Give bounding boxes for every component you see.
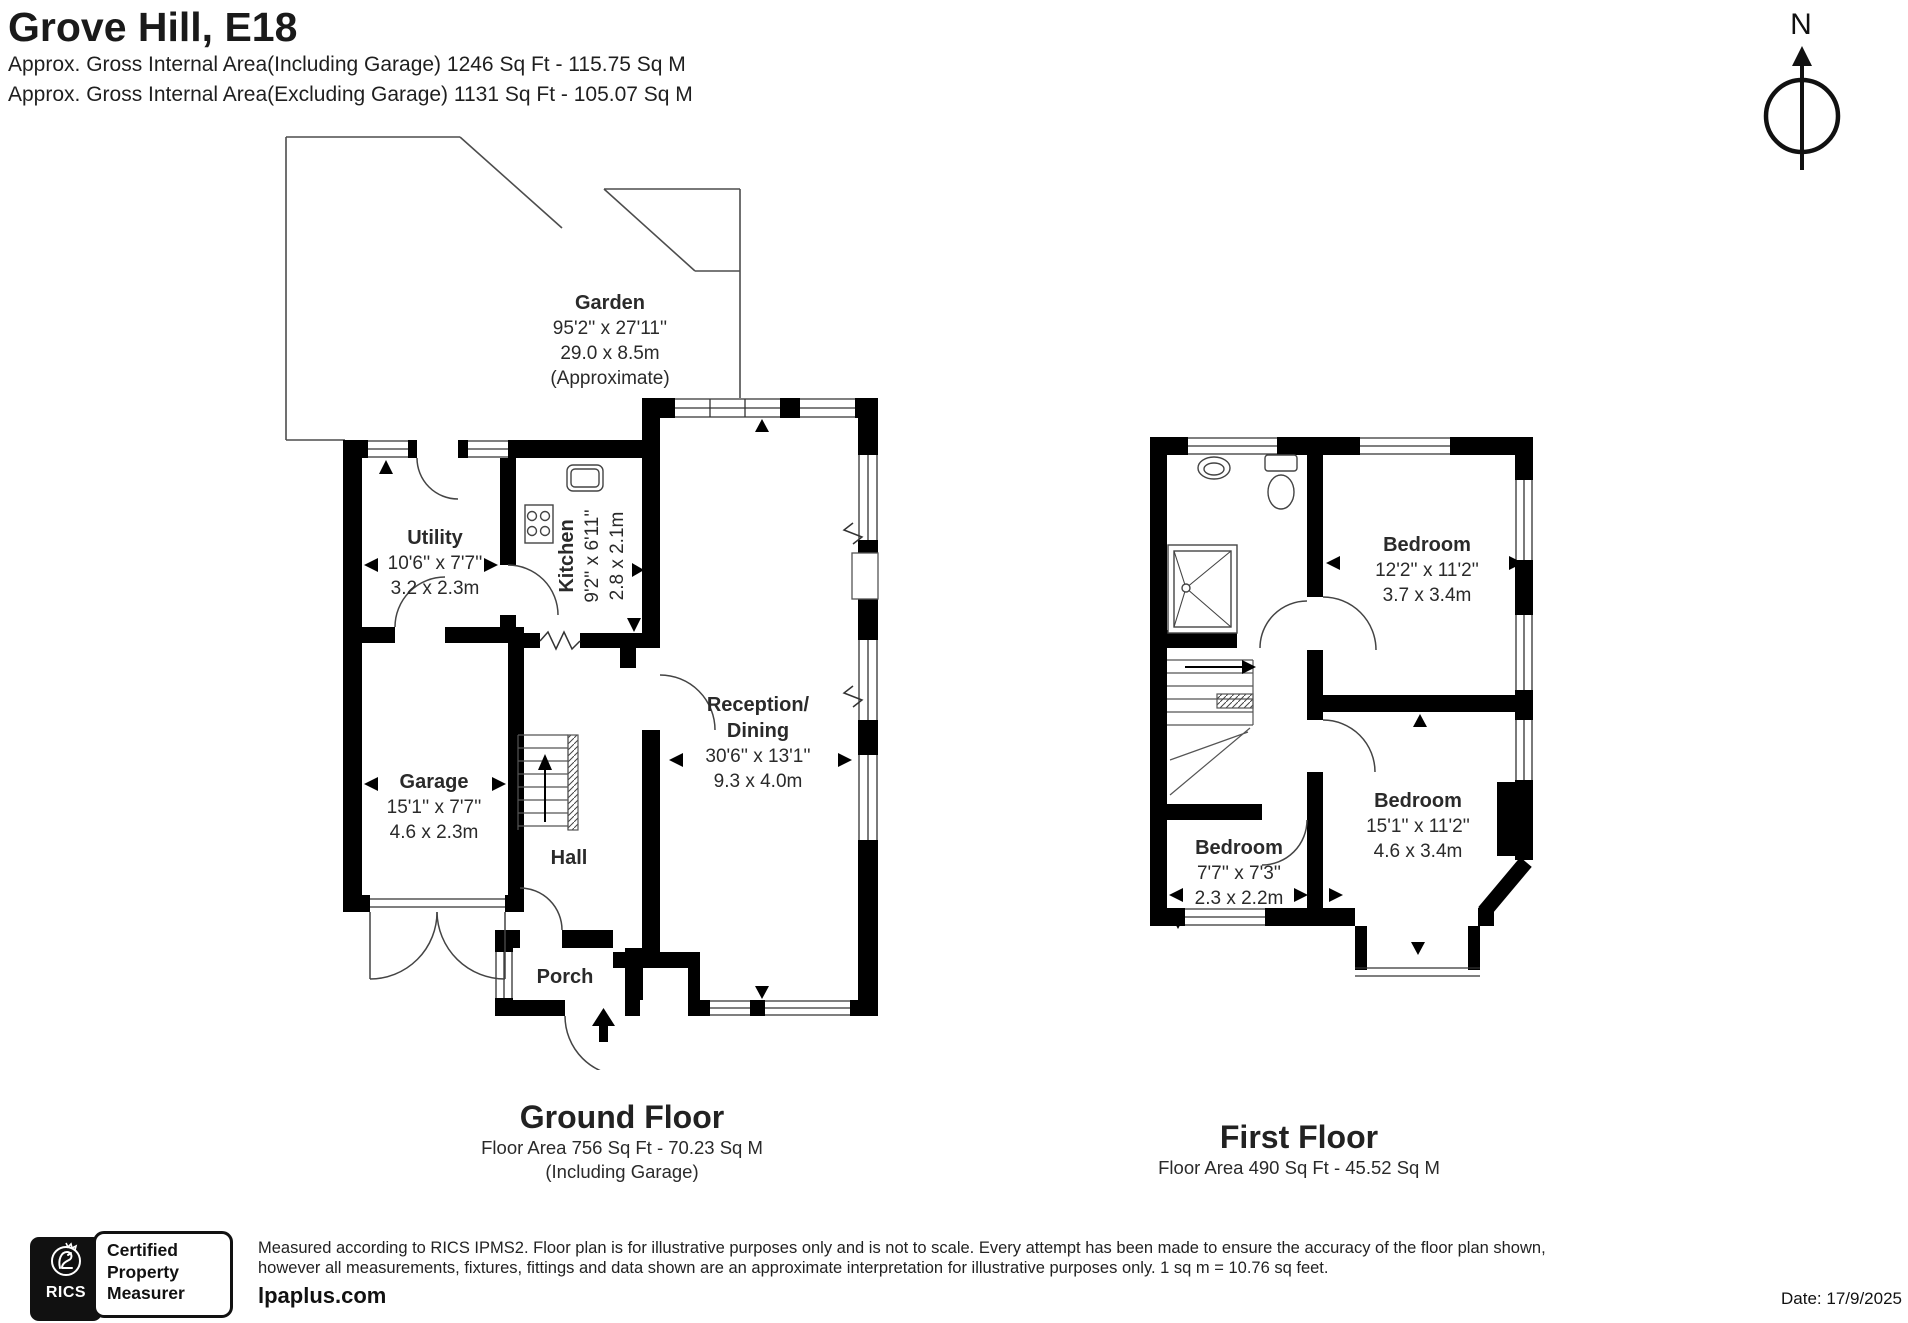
- rics-wordmark: RICS: [45, 1284, 87, 1301]
- first-floor-plan: [1130, 420, 1550, 990]
- stairs-direction-arrow: [1185, 660, 1256, 674]
- toilet-icon: [1265, 455, 1297, 509]
- shower-icon: [1168, 545, 1237, 633]
- reception-imperial: 30'6'' x 13'1'': [705, 746, 811, 767]
- room-label-porch: [537, 964, 594, 990]
- garage-imperial: 15'1'' x 7'7'': [386, 797, 482, 818]
- stairs-up-arrow: [538, 754, 552, 822]
- garden-note: (Approximate): [550, 368, 670, 389]
- disclaimer-line1: Measured according to RICS IPMS2. Floor plan is for illustrative purposes only and is not to scale. Every attempt has been made to ensure the accuracy of the floor plan shown,: [258, 1239, 1546, 1257]
- bedroom3-imperial: 7'7'' x 7'3'': [1196, 863, 1282, 884]
- bedroom1-name: Bedroom: [1383, 534, 1471, 556]
- first-floor-caption: [1158, 1118, 1440, 1180]
- first-floor-area: Floor Area 490 Sq Ft - 45.52 Sq M: [1158, 1157, 1440, 1178]
- area-excluding-garage: Approx. Gross Internal Area(Excluding Garage) 1131 Sq Ft - 105.07 Sq M: [8, 83, 693, 106]
- bedroom3-metric: 2.3 x 2.2m: [1194, 888, 1284, 909]
- page-title: Grove Hill, E18: [8, 4, 298, 50]
- reception-name-line2: Dining: [726, 720, 790, 742]
- garden-name: Garden: [574, 292, 646, 314]
- kitchen-metric: 2.8 x 2.1m: [607, 511, 628, 601]
- bedroom2-metric: 4.6 x 3.4m: [1373, 841, 1463, 862]
- hob-icon: [525, 505, 553, 543]
- kitchen-name: Kitchen: [556, 519, 578, 593]
- disclaimer-line2: however all measurements, fixtures, fittings and data shown are an approximate interpretation for illustrative purposes only. 1 sq m = 10.76 sq feet.: [258, 1259, 1329, 1277]
- chimney-niche: [852, 553, 878, 599]
- bathroom-sink-icon: [1198, 457, 1230, 479]
- website-link[interactable]: lpaplus.com: [258, 1283, 387, 1308]
- badge-line2: Property: [107, 1261, 179, 1282]
- room-label-kitchen: [554, 476, 630, 636]
- rics-logo: [30, 1237, 102, 1321]
- date-label: Date: 17/9/2025: [1781, 1289, 1902, 1308]
- bay-splay-wall: [1484, 862, 1526, 912]
- garage-name: Garage: [399, 771, 469, 793]
- room-label-hall: [551, 845, 588, 871]
- utility-name: Utility: [407, 527, 463, 549]
- room-label-reception: [705, 692, 810, 794]
- garden-metric: 29.0 x 8.5m: [560, 343, 660, 364]
- rics-lion-icon: [44, 1237, 88, 1283]
- staircase: [518, 735, 578, 830]
- hall-name: Hall: [550, 847, 588, 869]
- ground-floor-area: Floor Area 756 Sq Ft - 70.23 Sq M: [481, 1137, 763, 1158]
- reception-metric: 9.3 x 4.0m: [713, 771, 803, 792]
- room-label-garden: [550, 290, 669, 391]
- porch-name: Porch: [536, 966, 594, 988]
- utility-metric: 3.2 x 2.3m: [390, 578, 480, 599]
- badge-line3: Measurer: [107, 1283, 185, 1303]
- room-label-utility: [388, 525, 483, 601]
- room-label-bedroom2: [1366, 788, 1470, 864]
- reception-name-line1: Reception/: [706, 694, 810, 716]
- area-including-garage: Approx. Gross Internal Area(Including Garage) 1246 Sq Ft - 115.75 Sq M: [8, 53, 686, 76]
- bedroom1-metric: 3.7 x 3.4m: [1382, 585, 1472, 606]
- garden-boundary: [286, 137, 740, 440]
- compass-icon: [1762, 42, 1842, 174]
- bedroom2-name: Bedroom: [1374, 790, 1462, 812]
- bedroom3-name: Bedroom: [1195, 837, 1283, 859]
- ground-floor-title: Ground Floor: [519, 1099, 725, 1135]
- entrance-arrow: [592, 1008, 615, 1042]
- badge-line1: Certified: [107, 1240, 178, 1260]
- staircase-first-floor: [1167, 660, 1253, 795]
- bedroom2-imperial: 15'1'' x 11'2'': [1366, 816, 1470, 837]
- room-label-bedroom3: [1195, 835, 1284, 911]
- compass-north-label: N: [1790, 8, 1812, 41]
- ground-floor-caption: [481, 1098, 763, 1184]
- kitchen-imperial: 9'2'' x 6'11'': [582, 509, 603, 603]
- certified-property-measurer-badge: [93, 1231, 233, 1318]
- garage-metric: 4.6 x 2.3m: [389, 822, 479, 843]
- garden-imperial: 95'2'' x 27'11'': [552, 318, 668, 339]
- ground-floor-area-note: (Including Garage): [545, 1161, 699, 1182]
- first-floor-title: First Floor: [1219, 1119, 1379, 1155]
- utility-imperial: 10'6'' x 7'7'': [387, 553, 483, 574]
- bedroom1-imperial: 12'2'' x 11'2'': [1375, 560, 1479, 581]
- room-label-bedroom1: [1375, 532, 1479, 608]
- room-label-garage: [387, 769, 482, 845]
